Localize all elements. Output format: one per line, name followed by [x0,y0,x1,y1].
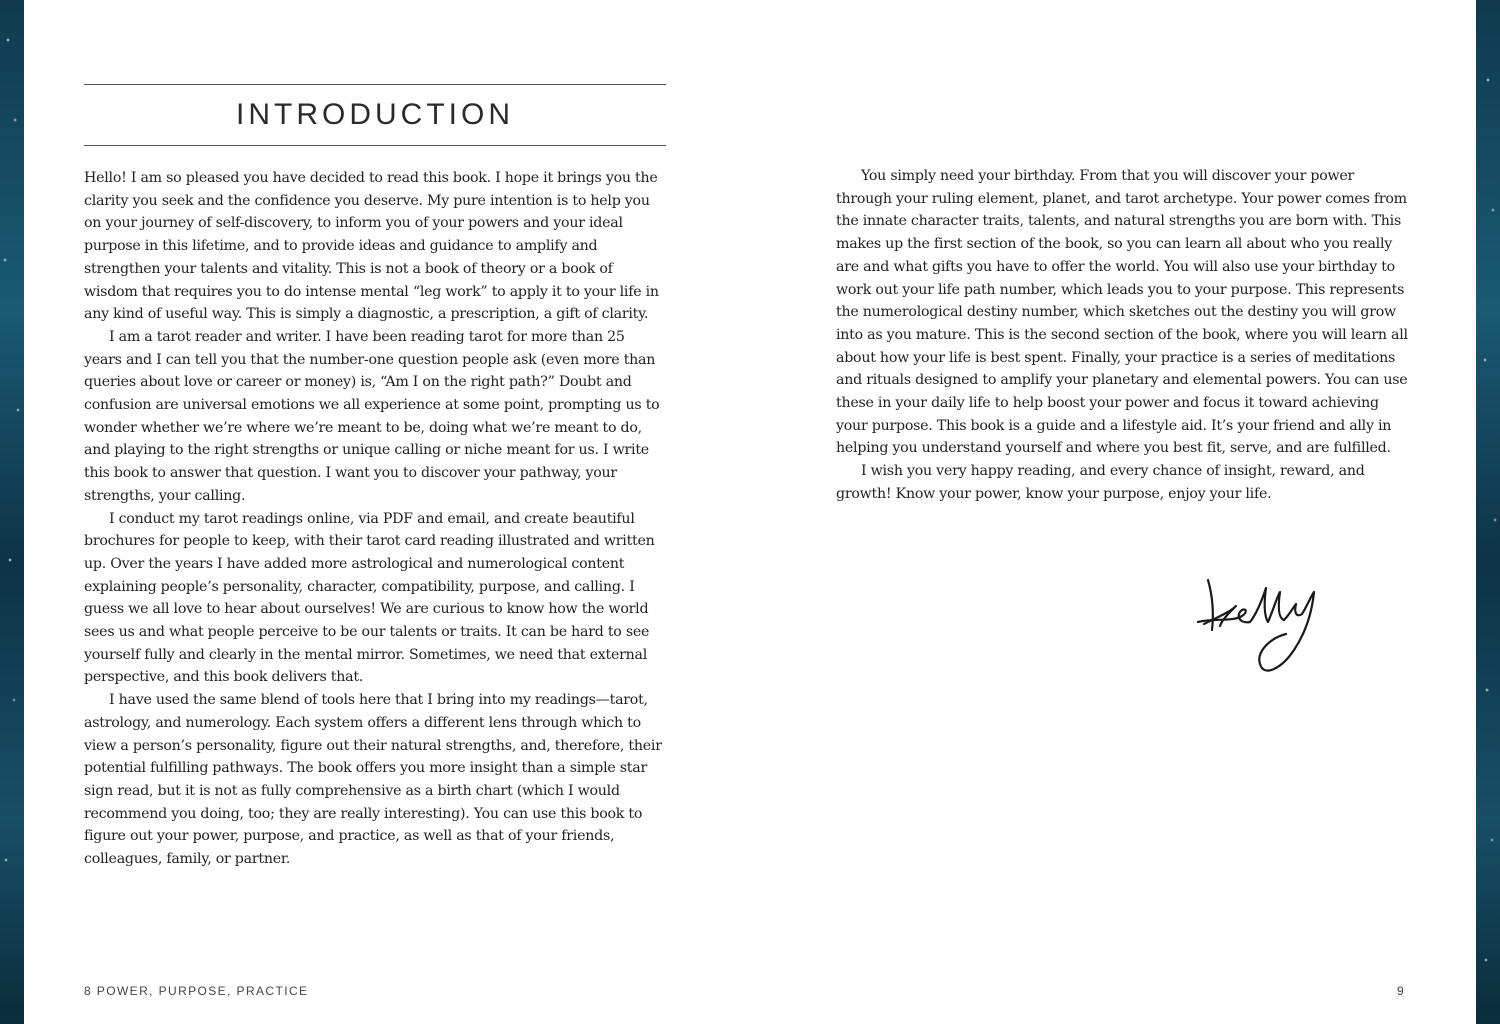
paragraph: I am a tarot reader and writer. I have been reading tarot for more than 25 years and I can tell you that the number-one question people ask (even more than queries about love or career or money) is, “Am I on the right path?” Doubt and confusion are universal emotions we all experience at some point, prompting us to wonder whether we’re where we’re meant to be, doing what we’re meant to do, and playing to the right strengths or unique calling or niche meant for us. I write this book to answer that question. I want you to discover your pathway, your strengths, your calling. [84,328,660,504]
paragraph: I conduct my tarot readings online, via PDF and email, and create beautiful brochures for people to keep, with their tarot card reading illustrated and written up. Over the years I have added more astrological and numerological content explaining people’s personality, character, compatibility, purpose, and calling. I guess we all love to hear about ourselves! We are curious to know how the world sees us and what people perceive to be our talents or traits. It can be hard to see yourself fully and clearly in the mental mirror. Sometimes, we need that external perspective, and this book delivers that. [84,510,655,686]
paragraph: Hello! I am so pleased you have decided to read this book. I hope it brings you the clarity you seek and the confidence you deserve. My pure intention is to help you on your journey of self-discovery, to inform you of your powers and your ideal purpose in this lifetime, and to provide ideas and guidance to amplify and strengthen your talents and vitality. This is not a book of theory or a book of wisdom that requires you to do intense mental “leg work” to apply it to your life in any kind of useful way. This is simply a diagnostic, a prescription, a gift of clarity. [84,170,659,323]
paragraph: I wish you very happy reading, and every chance of insight, reward, and growth! Know your power, know your purpose, enjoy your life. [836,463,1365,502]
right-body-text [836,165,1414,506]
paragraph: I have used the same blend of tools here that I bring into my readings—tarot, astrology, and numerology. Each system offers a different lens through which to view a person’s personality, figure out their natural strengths, and, therefore, their potential fulfilling pathways. The book offers you more insight than a simple star sign read, but it is not as fully comprehensive as a birth chart (which I would recommend you doing, too; they are really interesting). You can use this book to figure out your power, purpose, and practice, as well as that of your friends, colleagues, family, or partner. [84,692,662,868]
signature-image [1194,572,1374,684]
right-folio: 9 [1397,984,1406,998]
left-body-text [84,167,662,871]
left-folio: 8 POWER, PURPOSE, PRACTICE [84,984,309,998]
right-page [750,0,1476,1024]
paragraph: You simply need your birthday. From that you will discover your power through your ruling element, planet, and tarot archetype. Your power comes from the innate character traits, talents, and natural strengths you are born with. This makes up the first section of the book, so you can learn all about who you really are and what gifts you have to offer the world. You will also use your birthday to work out your life path number, which leads you to your purpose. This represents the numerological destiny number, which sketches out the destiny you will grow into as you mature. This is the second section of the book, where you will learn all about how your life is best spent. Finally, your practice is a series of meditations and rituals designed to amplify your planetary and elemental powers. You can use these in your daily life to help boost your power and focus it toward achieving your purpose. This book is a guide and a lifestyle aid. It’s your friend and ally in helping you understand yourself and where you best fit, serve, and are fulfilled. [836,168,1408,457]
left-page [24,0,750,1024]
title-bottom-rule [84,145,666,146]
chapter-title: INTRODUCTION [236,98,514,131]
title-top-rule [84,84,666,85]
